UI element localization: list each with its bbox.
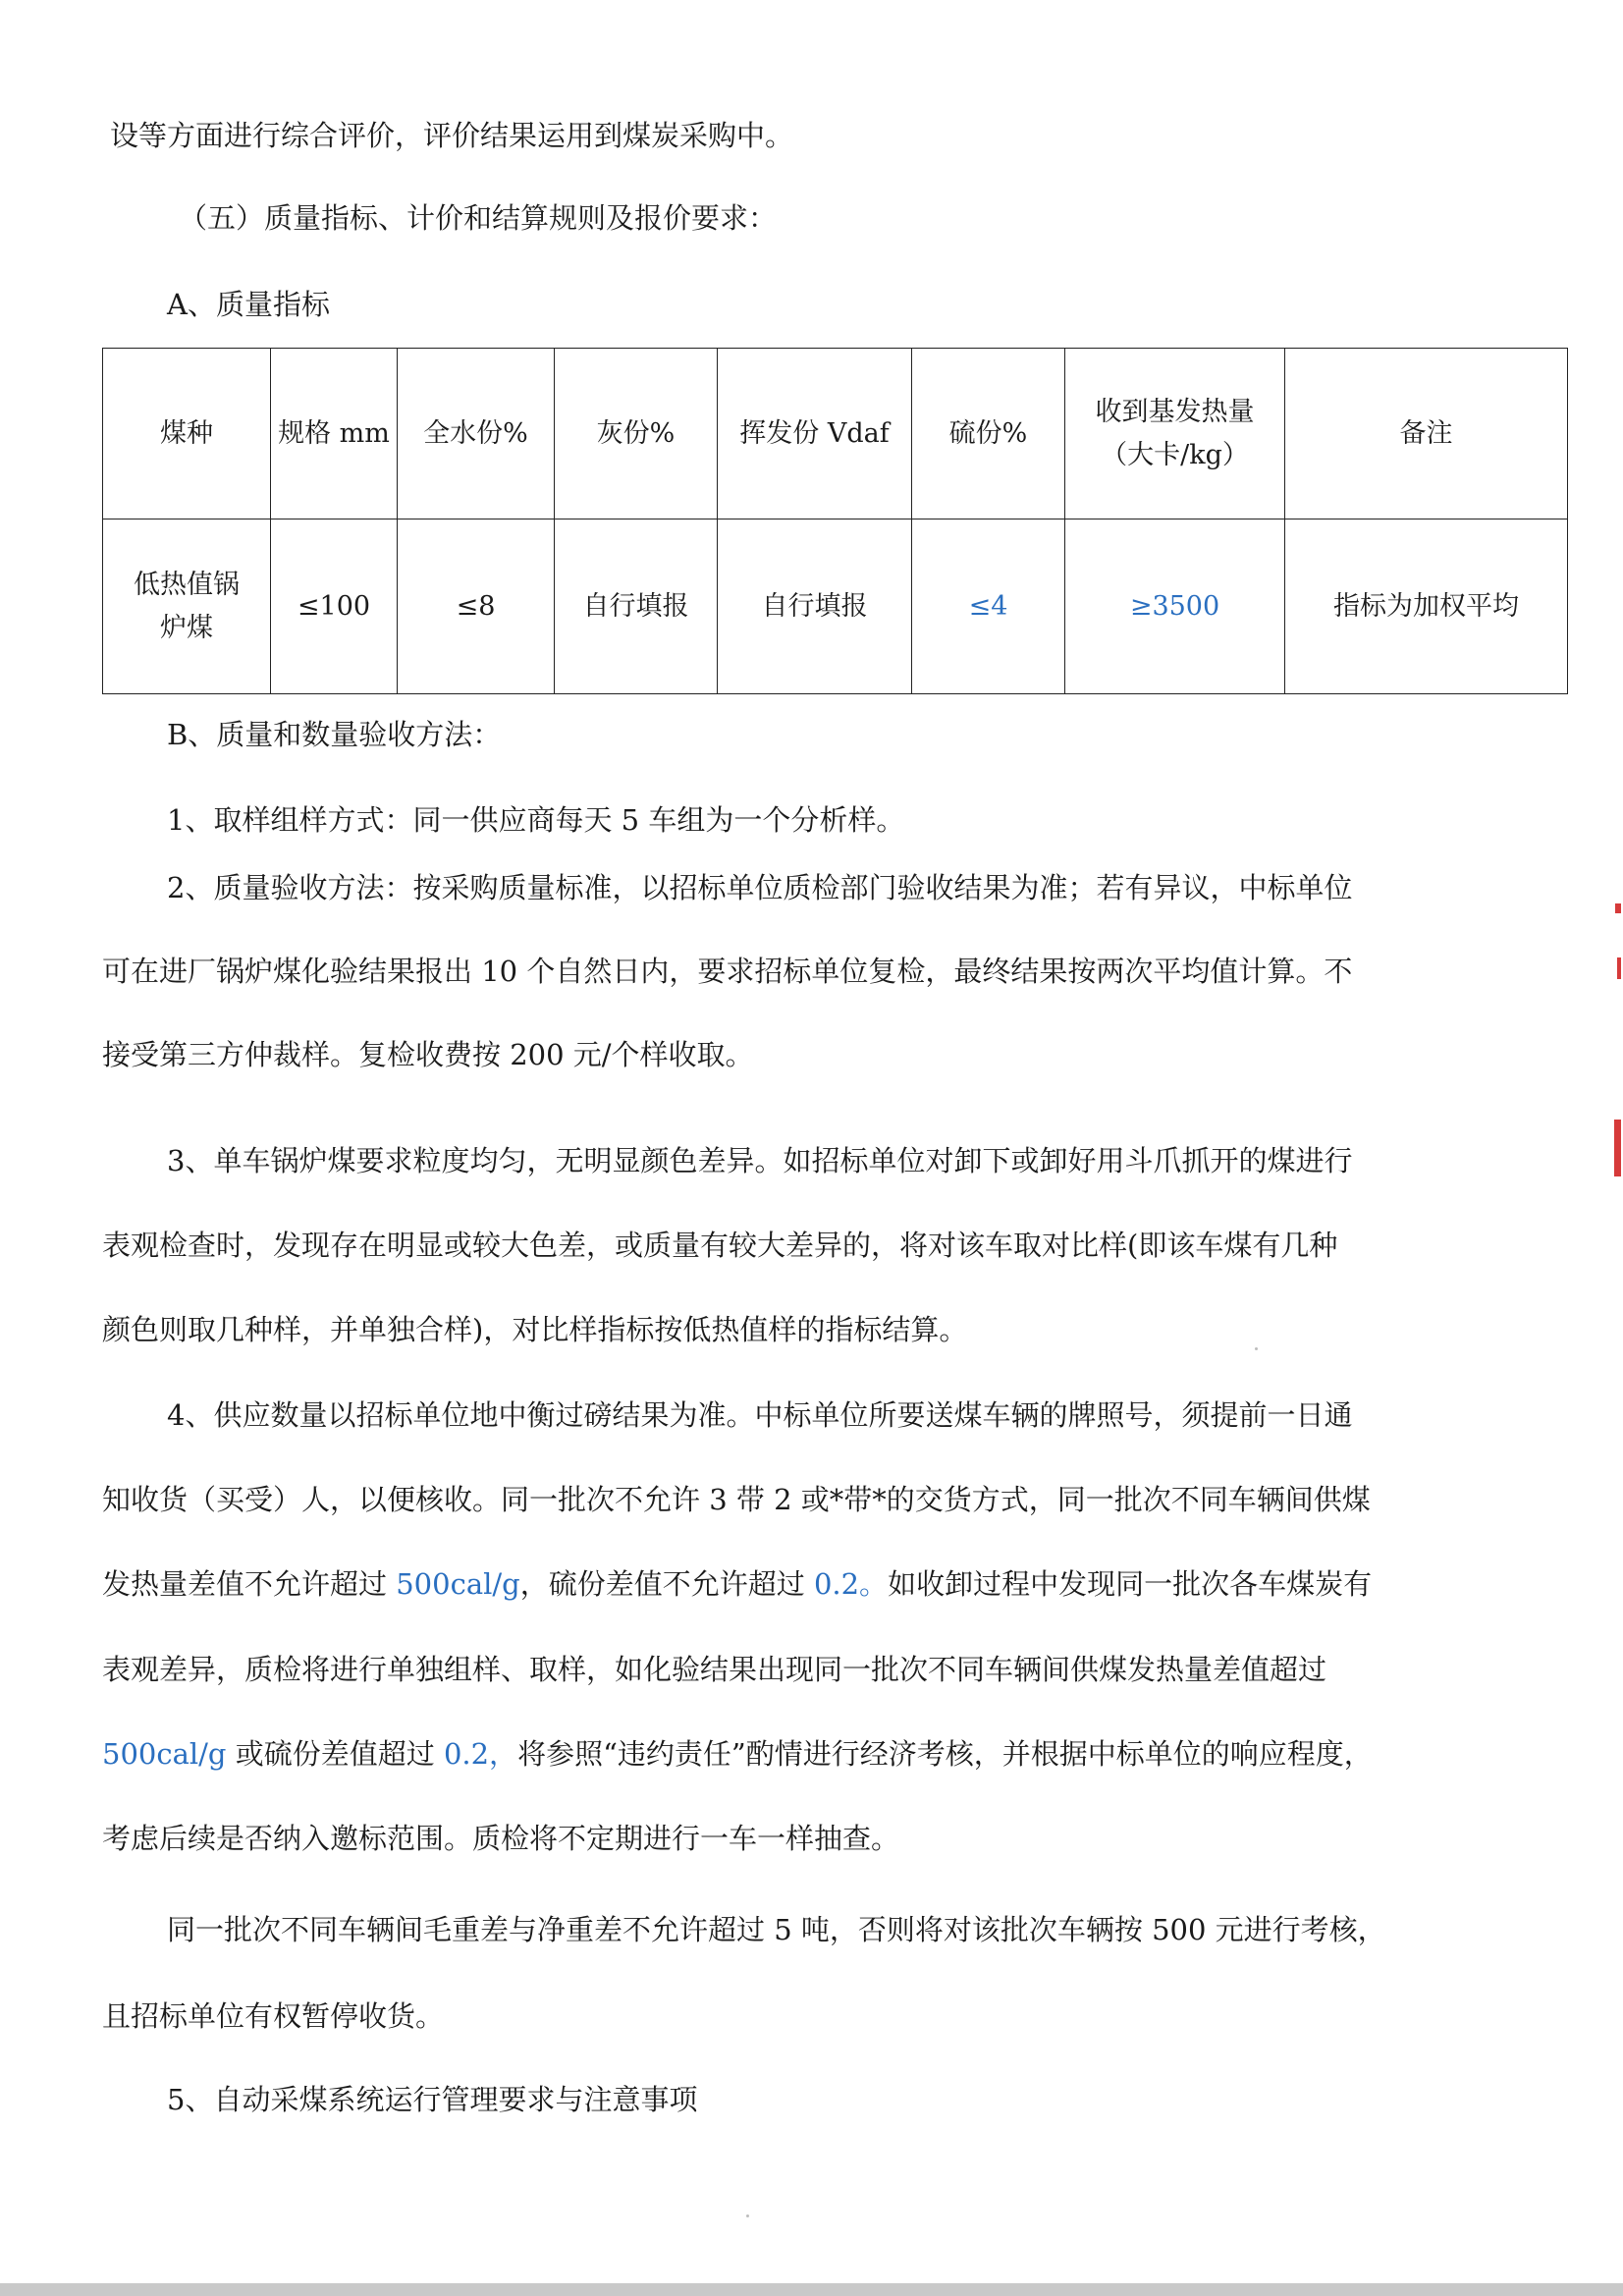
header-heat-line2: （大卡/kg）: [1101, 439, 1249, 470]
cell-remark: 指标为加权平均: [1285, 519, 1568, 694]
sulfur-diff-limit: 0.2。: [813, 1567, 889, 1601]
cell-moisture: ≤8: [398, 519, 555, 694]
header-moisture: 全水份%: [398, 349, 555, 519]
cell-coal-type-line2: 炉煤: [160, 612, 213, 643]
seal-edge-mark: [1614, 1120, 1621, 1176]
item-4-line-5-text-b: 将参照“违约责任”酌情进行经济考核，并根据中标单位的响应程度，: [517, 1737, 1373, 1771]
table-row: [103, 519, 1568, 694]
header-ash: 灰份%: [555, 349, 718, 519]
weight-diff-line-2: 且招标单位有权暂停收货。: [102, 1999, 445, 2033]
cell-heat-value: ≥3500: [1065, 519, 1285, 694]
item-3-line-1: 3、单车锅炉煤要求粒度均匀，无明显颜色差异。如招标单位对卸下或卸好用斗爪抓开的煤进行: [167, 1144, 1353, 1177]
header-sulfur: 硫份%: [912, 349, 1065, 519]
header-heat-value: [1065, 349, 1285, 519]
weight-diff-line-1: 同一批次不同车辆间毛重差与净重差不允许超过 5 吨，否则将对该批次车辆按 500 元进行考核，: [167, 1913, 1386, 1946]
item-2-line-3: 接受第三方仲裁样。复检收费按 200 元/个样收取。: [102, 1038, 754, 1071]
cell-sulfur: ≤4: [912, 519, 1065, 694]
seal-edge-mark: [1615, 903, 1621, 913]
cell-ash: 自行填报: [555, 519, 718, 694]
cell-size: ≤100: [271, 519, 398, 694]
heat-diff-limit-2: 500cal/g: [102, 1737, 227, 1771]
subsection-b-heading: B、质量和数量验收方法：: [167, 718, 502, 751]
item-2-line-1: 2、质量验收方法：按采购质量标准，以招标单位质检部门验收结果为准；若有异议，中标单位: [167, 871, 1353, 904]
header-coal-type: 煤种: [103, 349, 271, 519]
item-4-line-1: 4、供应数量以招标单位地中衡过磅结果为准。中标单位所要送煤车辆的牌照号，须提前一日通: [167, 1398, 1353, 1432]
sulfur-diff-limit-2: 0.2，: [443, 1737, 518, 1771]
item-4-line-3-text-a: 发热量差值不允许超过: [102, 1567, 397, 1601]
quality-index-table: [102, 348, 1568, 694]
section-heading: （五）质量指标、计价和结算规则及报价要求：: [179, 201, 778, 235]
item-5-heading: 5、自动采煤系统运行管理要求与注意事项: [167, 2083, 698, 2116]
subsection-a-heading: A、质量指标: [167, 288, 330, 321]
item-4-line-3-text-b: ，硫份差值不允许超过: [519, 1567, 814, 1601]
cell-coal-type-line1: 低热值锅: [134, 569, 240, 600]
item-2-line-2: 可在进厂锅炉煤化验结果报出 10 个自然日内，要求招标单位复检，最终结果按两次平均值计算。不: [102, 955, 1353, 988]
scan-bottom-edge: [0, 2283, 1623, 2296]
heat-diff-limit: 500cal/g: [396, 1567, 520, 1601]
item-4-line-3-text-c: 如收卸过程中发现同一批次各车煤炭有: [888, 1567, 1373, 1601]
header-volatile: 挥发份 Vdaf: [718, 349, 912, 519]
header-remark: 备注: [1285, 349, 1568, 519]
item-4-line-5-text-a: 或硫份差值超过: [226, 1737, 444, 1771]
table-header-row: [103, 349, 1568, 519]
cell-volatile: 自行填报: [718, 519, 912, 694]
item-3-line-3: 颜色则取几种样，并单独合样)，对比样指标按低热值样的指标结算。: [102, 1313, 968, 1346]
item-4-line-2: 知收货（买受）人，以便核收。同一批次不允许 3 带 2 或*带*的交货方式，同一批次不同车辆间供煤: [102, 1483, 1371, 1516]
item-3-line-2: 表观检查时，发现存在明显或较大色差，或质量有较大差异的，将对该车取对比样(即该车煤有几种: [102, 1229, 1338, 1262]
header-heat-line1: 收到基发热量: [1095, 396, 1255, 427]
cell-coal-type: [103, 519, 271, 694]
scan-speck: [1255, 1347, 1258, 1350]
item-1-sampling: 1、取样组样方式：同一供应商每天 5 车组为一个分析样。: [167, 803, 905, 837]
item-4-line-5: [102, 1734, 1373, 1774]
intro-paragraph: 设等方面进行综合评价，评价结果运用到煤炭采购中。: [110, 119, 794, 152]
seal-edge-mark: [1617, 957, 1621, 979]
header-size: 规格 mm: [271, 349, 398, 519]
item-4-line-4: 表观差异，质检将进行单独组样、取样，如化验结果出现同一批次不同车辆间供煤发热量差值超过: [102, 1653, 1327, 1686]
item-4-line-3: [102, 1564, 1372, 1604]
scan-speck: [746, 2214, 749, 2217]
item-4-line-6: 考虑后续是否纳入邀标范围。质检将不定期进行一车一样抽查。: [102, 1822, 900, 1855]
